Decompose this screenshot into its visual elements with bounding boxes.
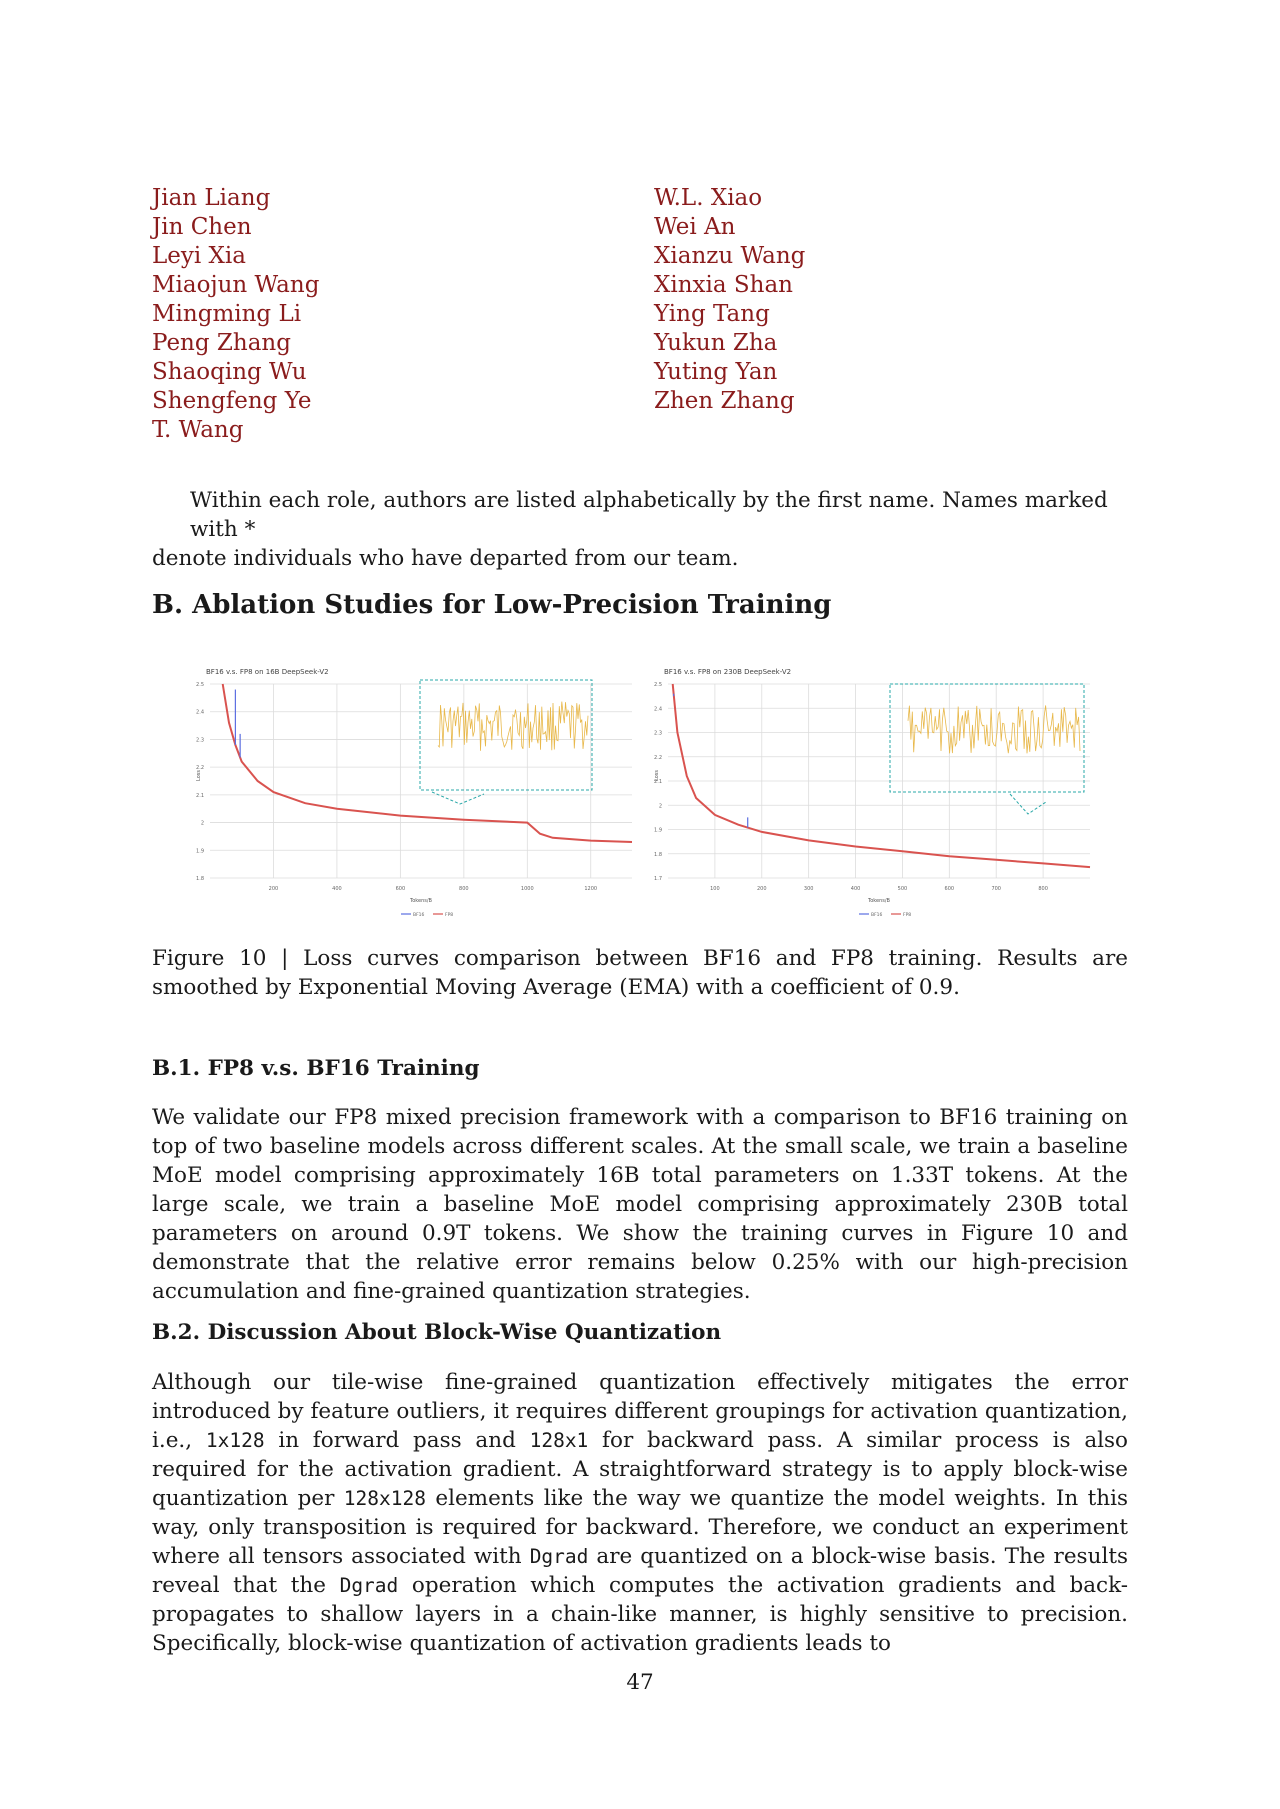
- author-name: Xianzu Wang: [654, 243, 806, 269]
- x-tick-label: 800: [459, 886, 469, 892]
- author-name: Miaojun Wang: [152, 272, 320, 298]
- x-tick-label: 300: [803, 886, 814, 892]
- author-name: Zhen Zhang: [654, 388, 795, 414]
- x-tick-label: 400: [332, 886, 342, 892]
- legend-label: FP8: [903, 913, 912, 918]
- b2-text-5: are quantized on a block-wise basis. The results reveal that the: [152, 1544, 1128, 1598]
- b2-text-3: for backward pass. A similar process is also required for the activation gradient. A straightforward strategy is to apply block-wise quantization per: [152, 1428, 1128, 1511]
- author-name: Leyi Xia: [152, 243, 246, 269]
- zoom-connector: [1010, 794, 1046, 814]
- author-name: Jian Liang: [152, 185, 271, 211]
- y-tick-label: 1.8: [196, 876, 204, 882]
- x-tick-label: 100: [710, 886, 720, 892]
- author-name: Wei An: [654, 214, 736, 240]
- x-tick-label: 700: [991, 886, 1001, 892]
- author-name: Shaoqing Wu: [152, 359, 307, 385]
- x-axis-label: Tokens/B: [410, 898, 432, 904]
- author-name: W.L. Xiao: [654, 185, 763, 211]
- x-tick-label: 500: [897, 886, 908, 892]
- x-tick-label: 1000: [520, 886, 534, 892]
- y-tick-label: 2.3: [196, 737, 204, 744]
- x-tick-label: 400: [850, 886, 861, 892]
- author-name: Ying Tang: [654, 301, 770, 327]
- chart-230b-svg: [650, 664, 1105, 924]
- author-name: Xinxia Shan: [654, 272, 793, 298]
- role-note-line-1: Within each role, authors are listed alphabetically by the first name. Names marked with *: [190, 488, 1108, 542]
- page-number: 47: [626, 1670, 654, 1695]
- author-name: Yuting Yan: [654, 359, 778, 385]
- author-name: Mingming Li: [152, 301, 302, 327]
- chart-230b: [650, 664, 1105, 928]
- x-axis-label: Tokens/B: [868, 898, 890, 904]
- legend-label: BF16: [413, 913, 425, 918]
- b2-text-4: elements like the way we quantize the model weights. In this way, only transposition is required for backward. Therefore, we conduct an experiment where all tensors associated with: [152, 1486, 1128, 1569]
- y-tick-label: 1.9: [654, 827, 662, 834]
- b2-code-1x128: 1x128: [205, 1429, 265, 1452]
- b1-title: B.1. FP8 v.s. BF16 Training: [152, 1056, 480, 1081]
- y-tick-label: 2.1: [654, 779, 662, 785]
- y-tick-label: 1.7: [654, 876, 662, 882]
- role-note-line-2: denote individuals who have departed from our team.: [152, 546, 739, 571]
- y-axis-label: Loss: [654, 770, 660, 781]
- b2-text-6: operation which computes the activation gradients and back-propagates to shallow layers in a chain-like manner, is highly sensitive to precision. Specifically, block-wise quantization of activation gradients leads to: [152, 1573, 1128, 1656]
- b2-code-128x128: 128x128: [343, 1487, 426, 1510]
- y-tick-label: 2.4: [196, 709, 204, 716]
- b2-title: B.2. Discussion About Block-Wise Quantization: [152, 1320, 722, 1345]
- x-tick-label: 600: [944, 886, 955, 892]
- y-tick-label: 2: [200, 820, 204, 827]
- y-tick-label: 2.3: [654, 730, 662, 737]
- chart-title: BF16 v.s. FP8 on 230B DeepSeek-V2: [664, 668, 792, 676]
- author-name: Shengfeng Ye: [152, 388, 312, 414]
- b2-code-dgrad-1: Dgrad: [529, 1545, 589, 1568]
- zoom-inset-line: [908, 705, 1080, 753]
- y-tick-label: 2.5: [196, 682, 204, 688]
- zoom-inset: [420, 680, 592, 804]
- x-tick-label: 1200: [584, 886, 598, 892]
- series-line-bf16: [673, 684, 1090, 867]
- series-line-fp8: [673, 684, 1090, 867]
- y-tick-label: 2.2: [196, 765, 204, 772]
- x-tick-label: 800: [1038, 886, 1048, 892]
- y-tick-label: 2.5: [654, 682, 662, 688]
- y-tick-label: 2.1: [196, 792, 204, 799]
- y-axis-label: Loss: [196, 770, 202, 781]
- b2-paragraph: [152, 1368, 1128, 1658]
- zoom-inset-border: [420, 680, 592, 790]
- y-tick-label: 2.4: [654, 706, 662, 713]
- zoom-inset: [890, 684, 1084, 814]
- y-tick-label: 2.2: [654, 754, 662, 761]
- b2-code-128x1: 128x1: [529, 1429, 589, 1452]
- chart-16b-svg: [192, 664, 647, 924]
- legend-label: BF16: [871, 913, 883, 918]
- author-name: T. Wang: [152, 417, 244, 443]
- y-tick-label: 2: [658, 803, 662, 810]
- role-note: [152, 486, 1128, 573]
- chart-16b: [192, 664, 647, 928]
- section-b-title: B. Ablation Studies for Low-Precision Training: [152, 590, 832, 620]
- author-name: Yukun Zha: [654, 330, 778, 356]
- author-name: Jin Chen: [152, 214, 252, 240]
- x-tick-label: 600: [395, 886, 406, 892]
- legend-label: FP8: [445, 913, 454, 918]
- figure-caption: Figure 10 | Loss curves comparison between BF16 and FP8 training. Results are smoothed by Exponential Moving Average (EMA) with a coefficient of 0.9.: [152, 946, 1128, 1000]
- series-line-fp8: [223, 684, 632, 842]
- y-tick-label: 1.8: [654, 851, 662, 858]
- x-tick-label: 200: [268, 886, 279, 892]
- author-name: Peng Zhang: [152, 330, 291, 356]
- zoom-connector: [432, 792, 484, 804]
- zoom-inset-line: [438, 702, 588, 751]
- b1-paragraph: We validate our FP8 mixed precision framework with a comparison to BF16 training on top of two baseline models across different scales. At the small scale, we train a baseline MoE model comprising approximately 16B total parameters on 1.33T tokens. At the large scale, we train a baseline MoE model comprising approximately 230B total parameters on around 0.9T tokens. We show the training curves in Figure 10 and demonstrate that the relative error remains below 0.25% with our high-precision accumulation and fine-grained quantization strategies.: [152, 1105, 1128, 1304]
- b2-code-dgrad-2: Dgrad: [339, 1574, 399, 1597]
- b2-text-2: in forward pass and: [264, 1428, 530, 1453]
- x-tick-label: 200: [757, 886, 767, 892]
- b2-text-1: Although our tile-wise fine-grained quantization effectively mitigates the error introduced by feature outliers, it requires different groupings for activation quantization, i.e.,: [152, 1370, 1128, 1453]
- y-tick-label: 1.9: [196, 848, 204, 855]
- chart-title: BF16 v.s. FP8 on 16B DeepSeek-V2: [206, 668, 329, 676]
